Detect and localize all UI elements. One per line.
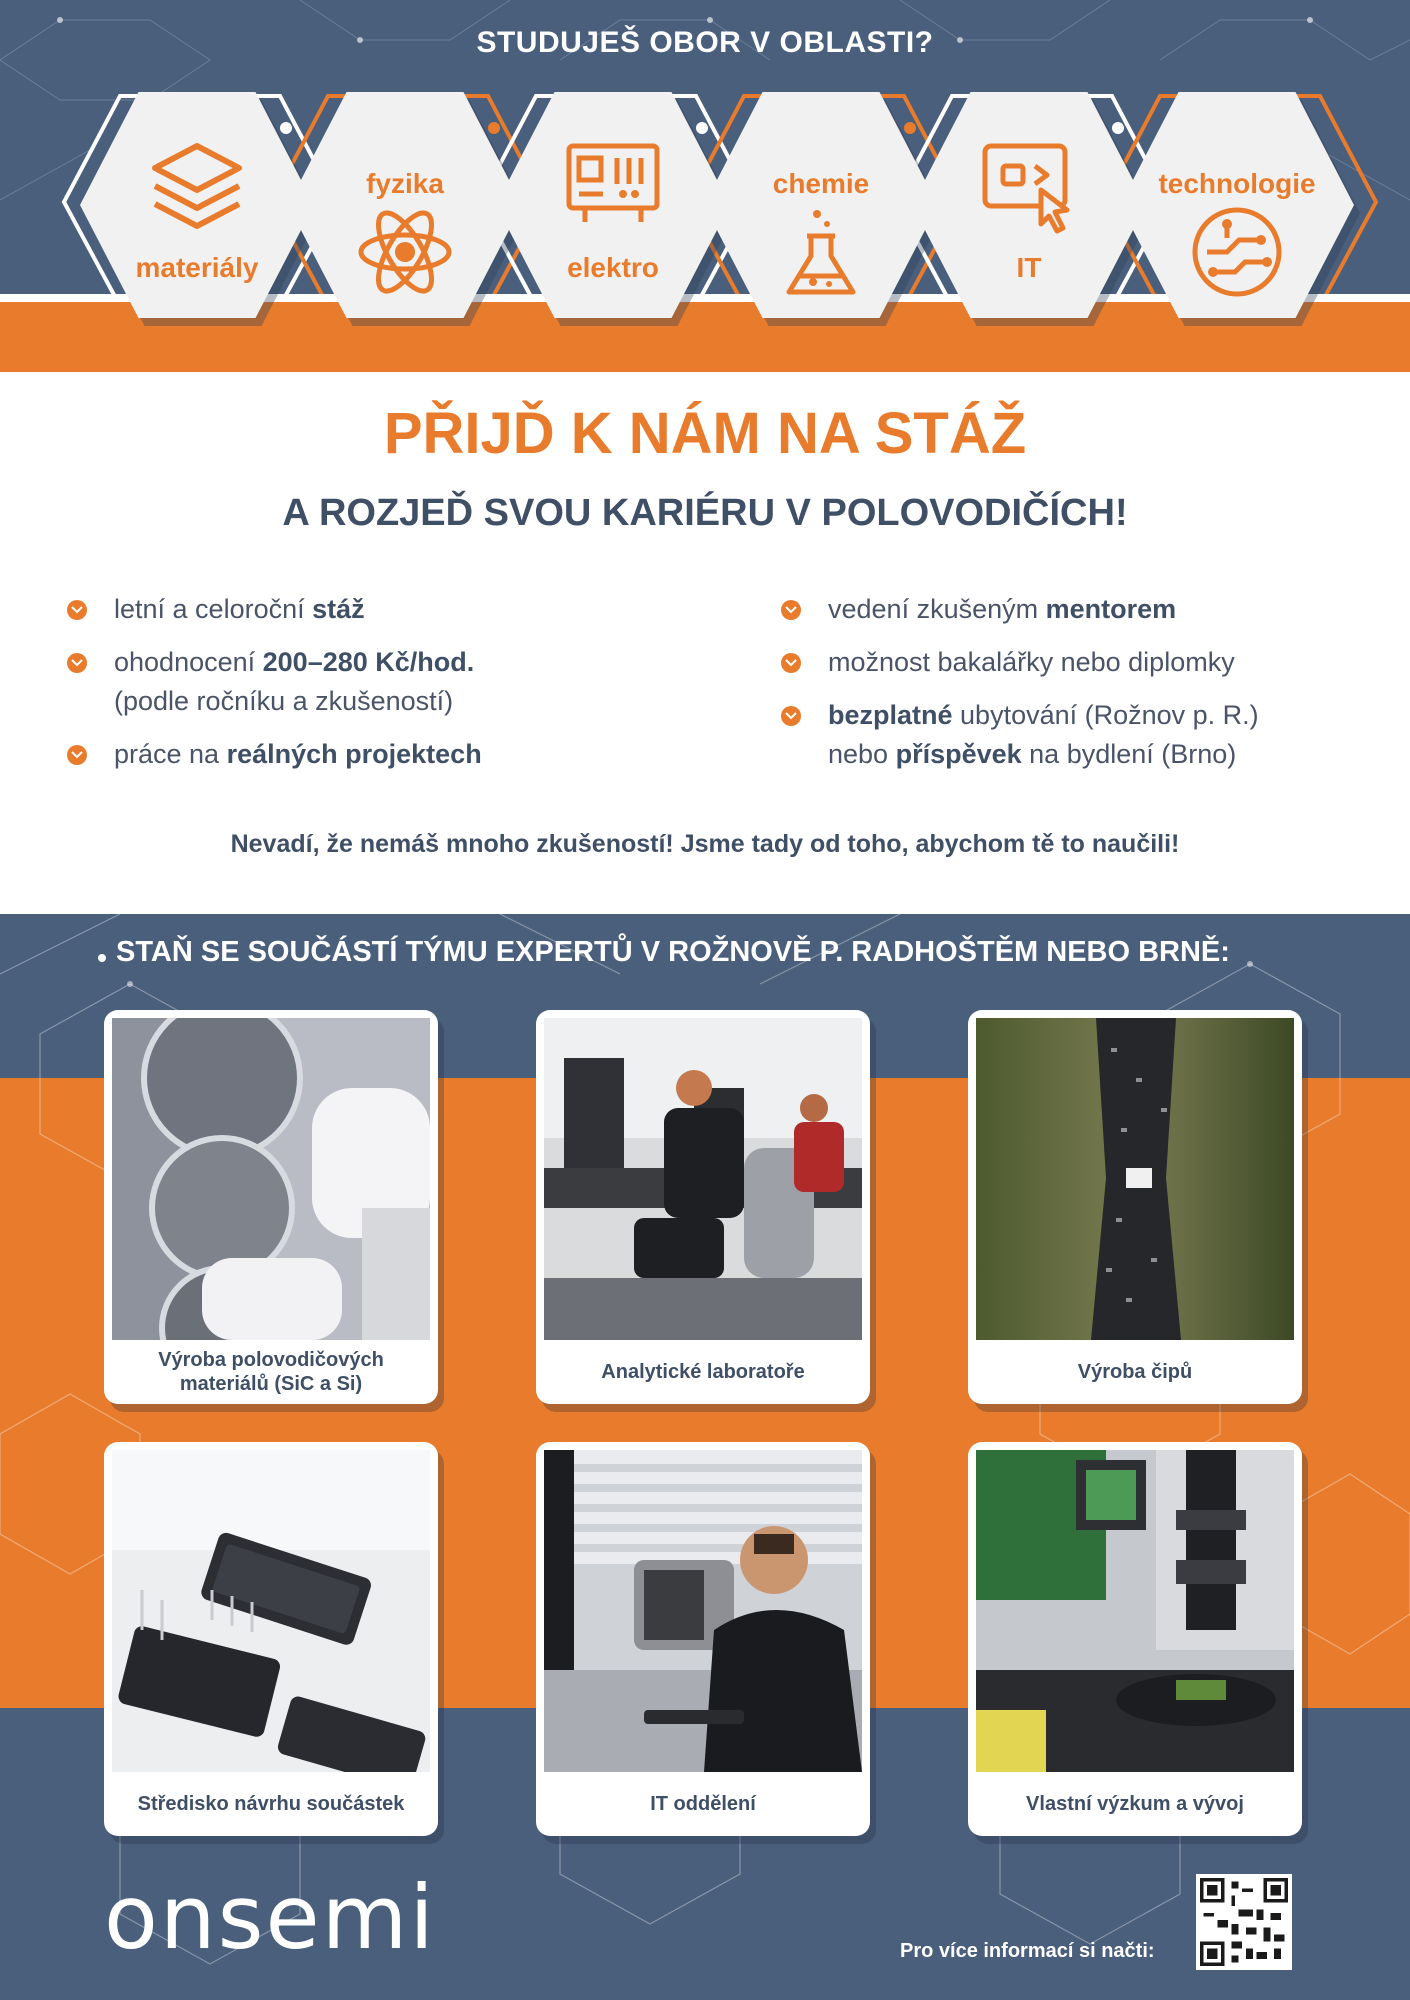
team-card-it[interactable] xyxy=(536,1442,870,1836)
teams-title: STAŇ SE SOUČÁSTÍ TÝMU EXPERTŮ V ROŽNOVĚ P. RADHOŠTĚM NEBO BRNĚ: xyxy=(116,936,1230,968)
circuit-board-icon xyxy=(563,136,663,236)
photo-research xyxy=(976,1450,1294,1772)
benefit-item: práce na reálných projektech xyxy=(62,735,702,774)
team-card-design[interactable] xyxy=(104,1442,438,1836)
window-cursor-icon xyxy=(979,136,1079,236)
photo-chips xyxy=(976,1018,1294,1340)
encouragement-note: Nevadí, že nemáš mnoho zkušeností! Jsme tady od toho, abychom tě to naučili! xyxy=(230,830,1180,858)
card-label: Středisko návrhu součástek xyxy=(137,1793,405,1815)
card-label: Vlastní výzkum a vývoj xyxy=(1026,1793,1244,1815)
qr-caption: Pro více informací si načti: xyxy=(900,1940,1155,1962)
card-label: IT oddělení xyxy=(650,1793,756,1815)
field-hex-chemie xyxy=(704,92,938,318)
bullet-icon xyxy=(780,599,802,621)
atom-icon xyxy=(355,202,455,302)
benefits-left xyxy=(62,590,702,788)
section-dot xyxy=(98,954,106,962)
field-hex-materialy xyxy=(80,92,314,318)
field-hex-elektro xyxy=(496,92,730,318)
card-label: Výroba polovodičových materiálů (SiC a Si) xyxy=(158,1349,384,1395)
field-label-chemie: chemie xyxy=(772,168,870,199)
bullet-icon xyxy=(66,599,88,621)
team-card-labs[interactable] xyxy=(536,1010,870,1404)
headline: PŘIJĎ K NÁM NA STÁŽ xyxy=(383,401,1027,466)
qr-code-icon[interactable] xyxy=(1196,1874,1292,1970)
field-label-technologie: technologie xyxy=(1158,168,1316,199)
svg-text:onsemi: onsemi xyxy=(104,1870,436,1964)
benefit-item: možnost bakalářky nebo diplomky xyxy=(776,643,1376,682)
field-label-elektro: elektro xyxy=(567,252,659,283)
benefit-item: bezplatné ubytování (Rožnov p. R.) nebo příspěvek na bydlení (Brno) xyxy=(776,696,1376,774)
layers-icon xyxy=(147,136,247,236)
team-card-materials[interactable] xyxy=(104,1010,438,1404)
benefit-item: letní a celoroční stáž xyxy=(62,590,702,629)
field-hex-it xyxy=(912,92,1146,318)
photo-laboratory xyxy=(544,1018,862,1340)
card-label: Výroba čipů xyxy=(1077,1361,1193,1383)
bullet-icon xyxy=(780,652,802,674)
header-question: STUDUJEŠ OBOR V OBLASTI? xyxy=(476,26,934,59)
benefits-right xyxy=(776,590,1376,788)
benefit-item: ohodnocení 200–280 Kč/hod. (podle ročníku a zkušeností) xyxy=(62,643,702,721)
team-card-rnd[interactable] xyxy=(968,1442,1302,1836)
bullet-icon xyxy=(66,744,88,766)
tech-circuit-icon xyxy=(1187,202,1287,302)
onsemi-logo xyxy=(104,1870,466,1964)
header-band xyxy=(0,0,1410,372)
photo-modules xyxy=(112,1450,430,1772)
field-label-it: IT xyxy=(1016,252,1042,283)
bullet-icon xyxy=(66,652,88,674)
team-card-chips[interactable] xyxy=(968,1010,1302,1404)
field-label-materialy: materiály xyxy=(135,252,259,283)
subheadline: A ROZJEĎ SVOU KARIÉRU V POLOVODIČÍCH! xyxy=(282,492,1128,534)
field-hex-fyzika xyxy=(288,92,522,318)
benefit-item: vedení zkušeným mentorem xyxy=(776,590,1376,629)
card-label: Analytické laboratoře xyxy=(601,1361,805,1383)
photo-it-office xyxy=(544,1450,862,1772)
field-label-fyzika: fyzika xyxy=(366,168,444,199)
flask-icon xyxy=(771,202,871,302)
bullet-icon xyxy=(780,705,802,727)
photo-wafers xyxy=(112,1018,430,1340)
field-hex-technologie xyxy=(1120,92,1354,318)
